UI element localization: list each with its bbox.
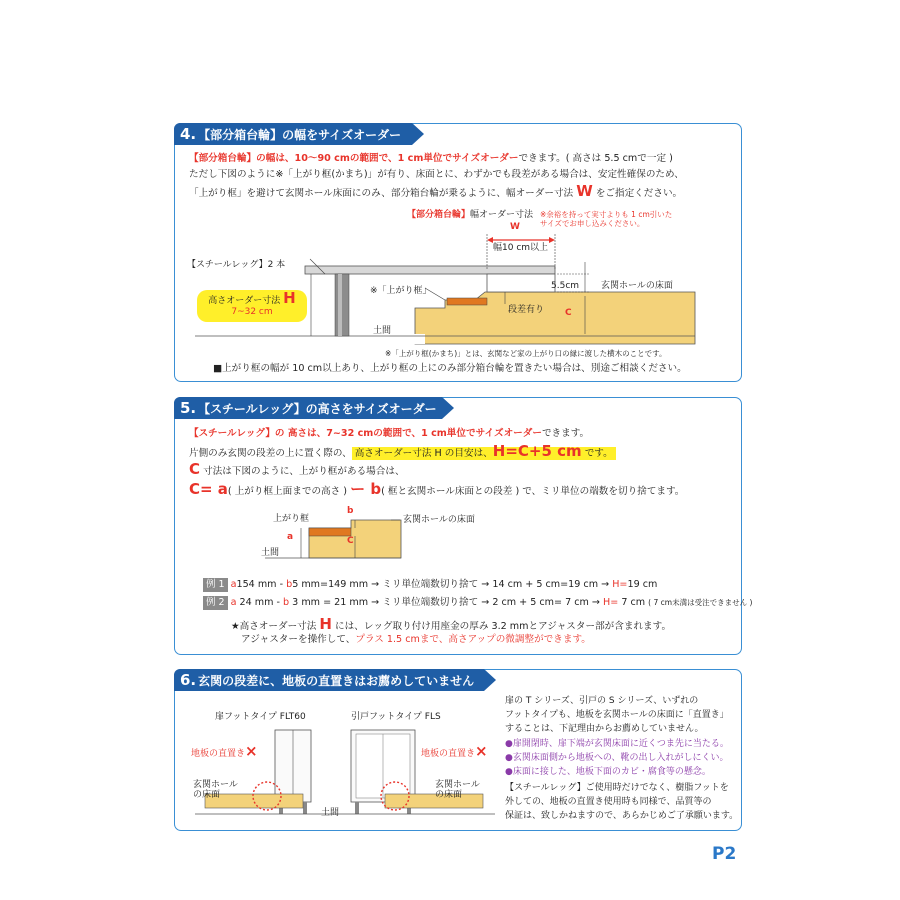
section-5-doma: 土間 — [261, 548, 280, 558]
section-4-line-3: 「上がり框」を避けて玄関ホール床面にのみ、部分箱台輪が乗るように、幅オーダー寸法 W をご指定ください。 — [189, 182, 683, 200]
section-6-b2: ●玄関床面側から地板への、靴の出し入れがしにくい。 — [505, 753, 729, 763]
section-4-note: ※余裕を持って実寸よりも 1 cm引いた サイズでお申し込みください。 — [540, 210, 673, 228]
section-4-c-label: C — [565, 308, 572, 318]
section-6-doma: 土間 — [321, 808, 340, 818]
section-4-step: 段差有り — [508, 305, 545, 315]
fig1-title: 扉フットタイプ FLT60 — [215, 712, 306, 722]
section-6-header: 6. 玄関の段差に、地板の直置きはお薦めしていません — [174, 669, 484, 691]
section-4-steel-leg: 【スチールレッグ】2 本 — [187, 260, 286, 270]
section-5-line-4: C= a( 上がり框上面までの高さ ) ー b( 框と玄関ホール床面との段差 ) で、ミリ単位の端数を切り捨てます。 — [189, 480, 685, 498]
section-4-box-label: 【部分箱台輪】幅オーダー寸法 — [407, 210, 534, 220]
section-6-q2: 外しての、地板の直置き使用時も同様で、品質等の — [505, 797, 712, 807]
section-4-panel — [174, 123, 742, 382]
section-4-line-2: ただし下図のように※「上がり框(かまち)」が有り、床面とに、わずかでも段差がある場合は、安定性確保のため、 — [189, 169, 684, 180]
page-number: P2 — [712, 844, 737, 864]
section-5-panel — [174, 397, 753, 655]
section-5-a: a — [287, 532, 294, 542]
section-5-kamachi: 上がり框 — [273, 514, 310, 524]
section-5-line-2: 片側のみ玄関の段差の上に置く際の、 高さオーダー寸法 H の目安は、H=C+5 cm です。 — [189, 444, 616, 461]
fig2-x-label: 地板の直置き× — [421, 742, 488, 760]
section-4-line-1: 【部分箱台輪】の幅は、10～90 cmの範囲で、1 cm単位でサイズオーダーできます。( 高さは 5.5 cmで一定 ) — [189, 153, 673, 164]
section-5-b: b — [347, 506, 354, 516]
section-4-bottom: ■上がり框の幅が 10 cm以上あり、上がり框の上にのみ部分箱台輪を置きたい場合は、別途ご相談ください。 — [213, 363, 687, 374]
section-4-height-box: 高さオーダー寸法 H 7~32 cm — [197, 290, 307, 322]
section-6-p1: 扉の T シリーズ、引戸の S シリーズ、いずれの — [505, 696, 699, 706]
fig1-hall-floor: 玄関ホール の床面 — [193, 780, 238, 800]
section-6-panel — [174, 669, 742, 831]
section-6-b3: ●床面に接した、地板下面のカビ・腐食等の懸念。 — [505, 767, 711, 777]
section-5-note-1: ★高さオーダー寸法 H には、レッグ取り付け用座金の厚み 3.2 mmとアジャスター部が含まれます。 — [231, 615, 672, 633]
section-4-header: 4. 【部分箱台輪】の幅をサイズオーダー — [174, 123, 412, 145]
example-1: 例 1 a154 mm - b5 mm=149 mm → ミリ単位端数切り捨て → 14 cm + 5 cm=19 cm → H=19 cm — [203, 578, 657, 592]
section-4-w-label: W — [510, 222, 520, 232]
section-6-b1: ●扉開閉時、扉下端が玄関床面に近くつま先に当たる。 — [505, 739, 729, 749]
section-4-footnote: ※「上がり框(かまち)」とは、玄関など家の上がり口の縁に渡した横木のことです。 — [385, 349, 667, 358]
section-6-q3: 保証は、致しかねますので、あらかじめご了承願います。 — [505, 811, 739, 821]
section-4-kamachi: ※「上がり框」 — [370, 286, 432, 296]
section-6-p3: することは、下記理由からお薦めしていません。 — [505, 724, 704, 734]
section-4-hall-floor: 玄関ホールの床面 — [601, 281, 673, 291]
section-5-note-2: アジャスターを操作して、プラス 1.5 cmまで、高さアップの微調整ができます。 — [241, 634, 591, 645]
section-4-doma: 土間 — [373, 326, 392, 336]
section-6-q1: 【スチールレッグ】ご使用時だけでなく、樹脂フットを — [505, 783, 729, 793]
section-5-c: C — [347, 536, 354, 546]
section-4-5-5: 5.5cm — [551, 281, 580, 291]
section-5-header: 5. 【スチールレッグ】の高さをサイズオーダー — [174, 397, 442, 419]
section-5-line-3: C 寸法は下図のように、上がり框がある場合は、 — [189, 460, 405, 478]
example-2: 例 2 a 24 mm - b 3 mm = 21 mm → ミリ単位端数切り捨て → 2 cm + 5 cm= 7 cm → H= 7 cm ( 7 cm未満は受注できません ) — [203, 596, 752, 610]
section-5-line-1: 【スチールレッグ】の 高さは、7~32 cmの範囲で、1 cm単位でサイズオーダーできます。 — [189, 428, 590, 439]
fig2-title: 引戸フットタイプ FLS — [351, 712, 441, 722]
fig1-x-label: 地板の直置き× — [191, 742, 258, 760]
section-5-hall: 玄関ホールの床面 — [403, 515, 475, 525]
section-4-min-width: 幅10 cm以上 — [493, 243, 549, 253]
fig2-hall-floor: 玄関ホール の床面 — [435, 780, 480, 800]
section-6-p2: フットタイプも、地板を玄関ホールの床面に「直置き」 — [505, 710, 729, 720]
section-6-diagram — [175, 726, 505, 822]
